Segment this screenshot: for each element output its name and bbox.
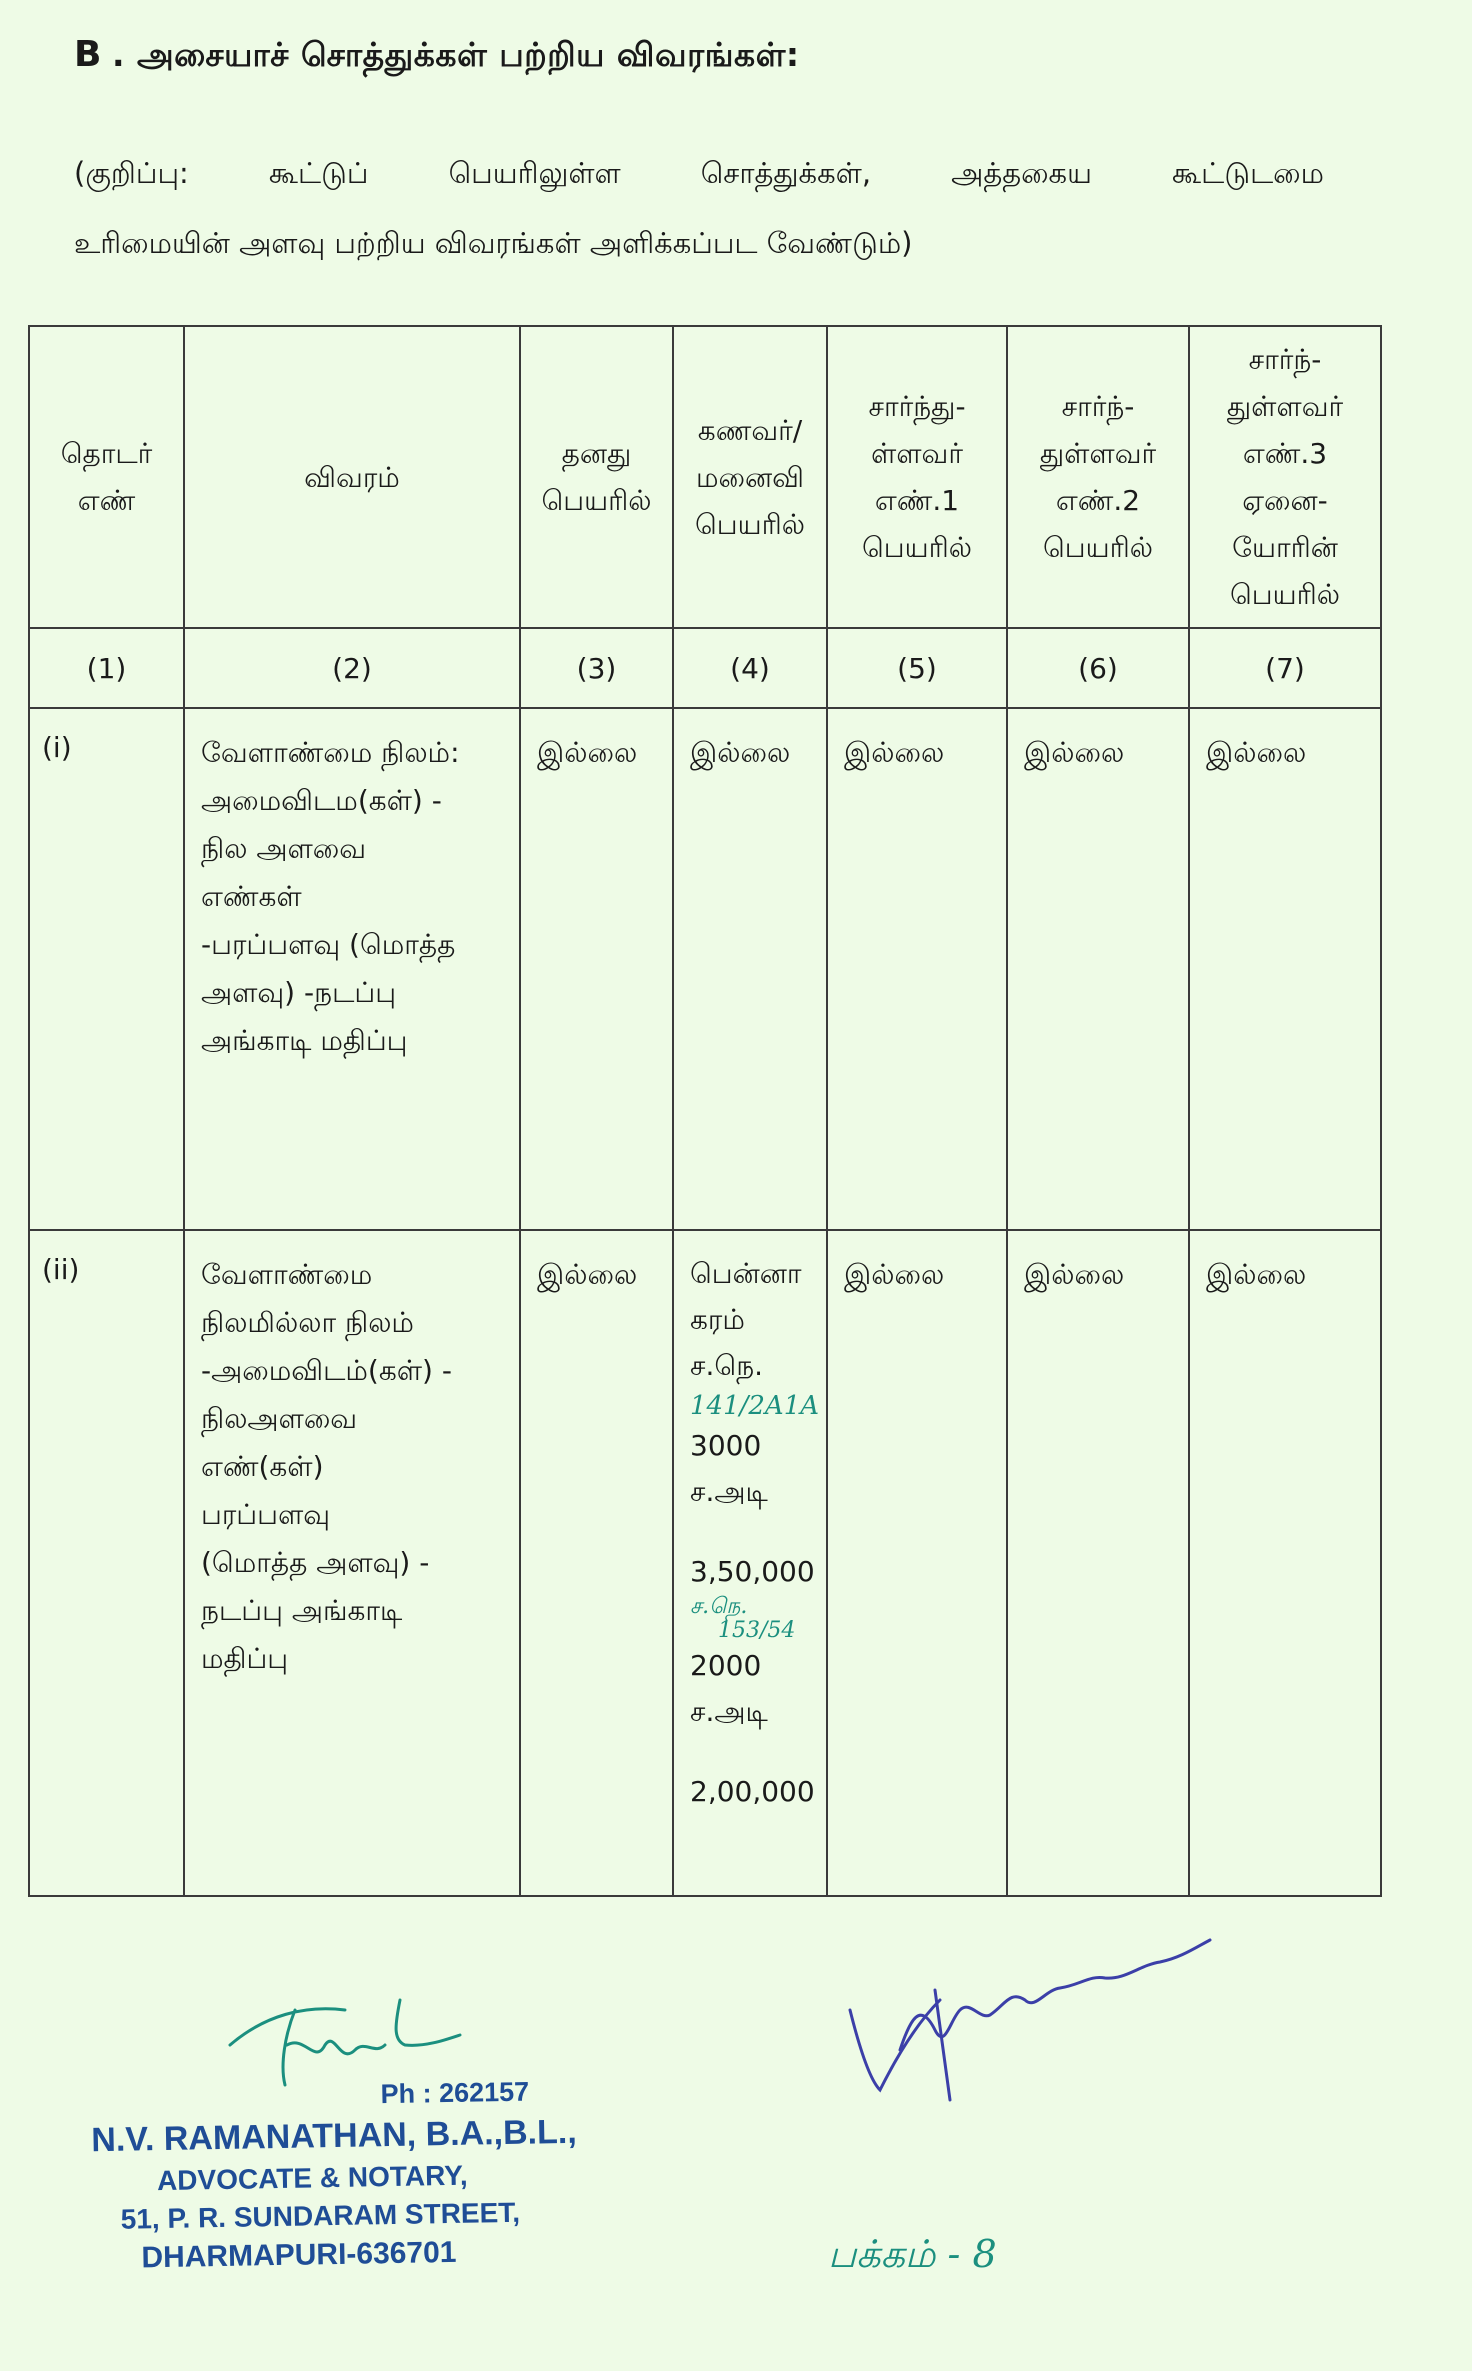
col-number: (2) [184, 628, 520, 708]
assets-table [28, 325, 1382, 1897]
spouse-value: 2,00,000 [690, 1775, 815, 1808]
candidate-signature [840, 1930, 1220, 2110]
spouse-survey-label: ச.நெ. [690, 1349, 764, 1382]
note-word: (குறிப்பு: [74, 156, 189, 190]
stamp-phone: Ph : 262157 [380, 2076, 530, 2110]
row-serial: (ii) [29, 1230, 184, 1896]
stamp-name: N.V. RAMANATHAN, B.A.,B.L., [91, 2112, 578, 2160]
stamp-city: DHARMAPURI-636701 [141, 2235, 457, 2275]
spouse-area: 3000 [690, 1429, 762, 1462]
note-line-2: உரிமையின் அளவு பற்றிய விவரங்கள் அளிக்கப்பட வேண்டும்) [74, 226, 913, 260]
table-row-agricultural [29, 708, 1381, 1230]
cell-dependent-3: இல்லை [1189, 1230, 1381, 1896]
col-number: (4) [673, 628, 827, 708]
header-dependent-3: சார்ந்- துள்ளவர் எண்.3 ஏனை- யோரின் பெயரில் [1189, 326, 1381, 628]
column-number-row [29, 628, 1381, 708]
header-row [29, 326, 1381, 628]
spouse-unit: ச.அடி [690, 1695, 768, 1728]
cell-self: இல்லை [520, 708, 673, 1230]
handwritten-survey-number: 141/2A1A [690, 1391, 820, 1421]
col-number: (1) [29, 628, 184, 708]
header-self: தனது பெயரில் [520, 326, 673, 628]
col-number: (3) [520, 628, 673, 708]
row-serial: (i) [29, 708, 184, 1230]
stamp-address: 51, P. R. SUNDARAM STREET, [120, 2196, 521, 2235]
spouse-place: கரம் [690, 1303, 745, 1336]
header-spouse: கணவர்/ மனைவி பெயரில் [673, 326, 827, 628]
section-heading [74, 34, 800, 79]
cell-dependent-2: இல்லை [1007, 1230, 1189, 1896]
note-line-1 [74, 138, 1324, 208]
row-detail: வேளாண்மை நிலம்: அமைவிடம(கள்) - நில அளவை எண்கள் -பரப்பளவு (மொத்த அளவு) -நடப்பு அங்காடி மதிப்பு [184, 708, 520, 1230]
cell-self: இல்லை [520, 1230, 673, 1896]
table-row-non-agricultural [29, 1230, 1381, 1896]
header-dependent-1: சார்ந்து- ள்ளவர் எண்.1 பெயரில் [827, 326, 1007, 628]
cell-dependent-1: இல்லை [827, 708, 1007, 1230]
note-word: கூட்டுப் [268, 156, 369, 190]
cell-dependent-2: இல்லை [1007, 708, 1189, 1230]
spouse-place: பென்னா [690, 1257, 802, 1290]
note-word: கூட்டுடமை [1172, 156, 1324, 190]
header-detail: விவரம் [184, 326, 520, 628]
spouse-unit: ச.அடி [690, 1475, 768, 1508]
advocate-stamp [90, 2076, 579, 2276]
page-reference: பக்கம் - 8 [828, 2232, 997, 2276]
cell-dependent-3: இல்லை [1189, 708, 1381, 1230]
note-word: சொத்துக்கள், [700, 156, 872, 190]
spouse-area: 2000 [690, 1649, 762, 1682]
cell-spouse [673, 1230, 827, 1896]
note-word: பெயரிலுள்ள [448, 156, 621, 190]
note-word: அத்தகைய [951, 156, 1092, 190]
note-paragraph [74, 138, 1324, 278]
header-serial: தொடர் எண் [29, 326, 184, 628]
col-number: (7) [1189, 628, 1381, 708]
handwritten-survey-number: 153/54 [718, 1618, 796, 1643]
row-detail: வேளாண்மை நிலமில்லா நிலம் -அமைவிடம்(கள்) - நிலஅளவை எண்(கள்) பரப்பளவு (மொத்த அளவு) - நடப்பு அங்காடி மதிப்பு [184, 1230, 520, 1896]
stamp-title: ADVOCATE & NOTARY, [156, 2159, 468, 2197]
col-number: (5) [827, 628, 1007, 708]
cell-dependent-1: இல்லை [827, 1230, 1007, 1896]
col-number: (6) [1007, 628, 1189, 708]
cell-spouse: இல்லை [673, 708, 827, 1230]
handwritten-survey-label: ச.நெ. [690, 1594, 748, 1619]
section-title: . அசையாச் சொத்துக்கள் பற்றிய விவரங்கள்: [111, 35, 800, 74]
spouse-value: 3,50,000 [690, 1555, 815, 1588]
header-dependent-2: சார்ந்- துள்ளவர் எண்.2 பெயரில் [1007, 326, 1189, 628]
section-letter: B [74, 34, 102, 75]
